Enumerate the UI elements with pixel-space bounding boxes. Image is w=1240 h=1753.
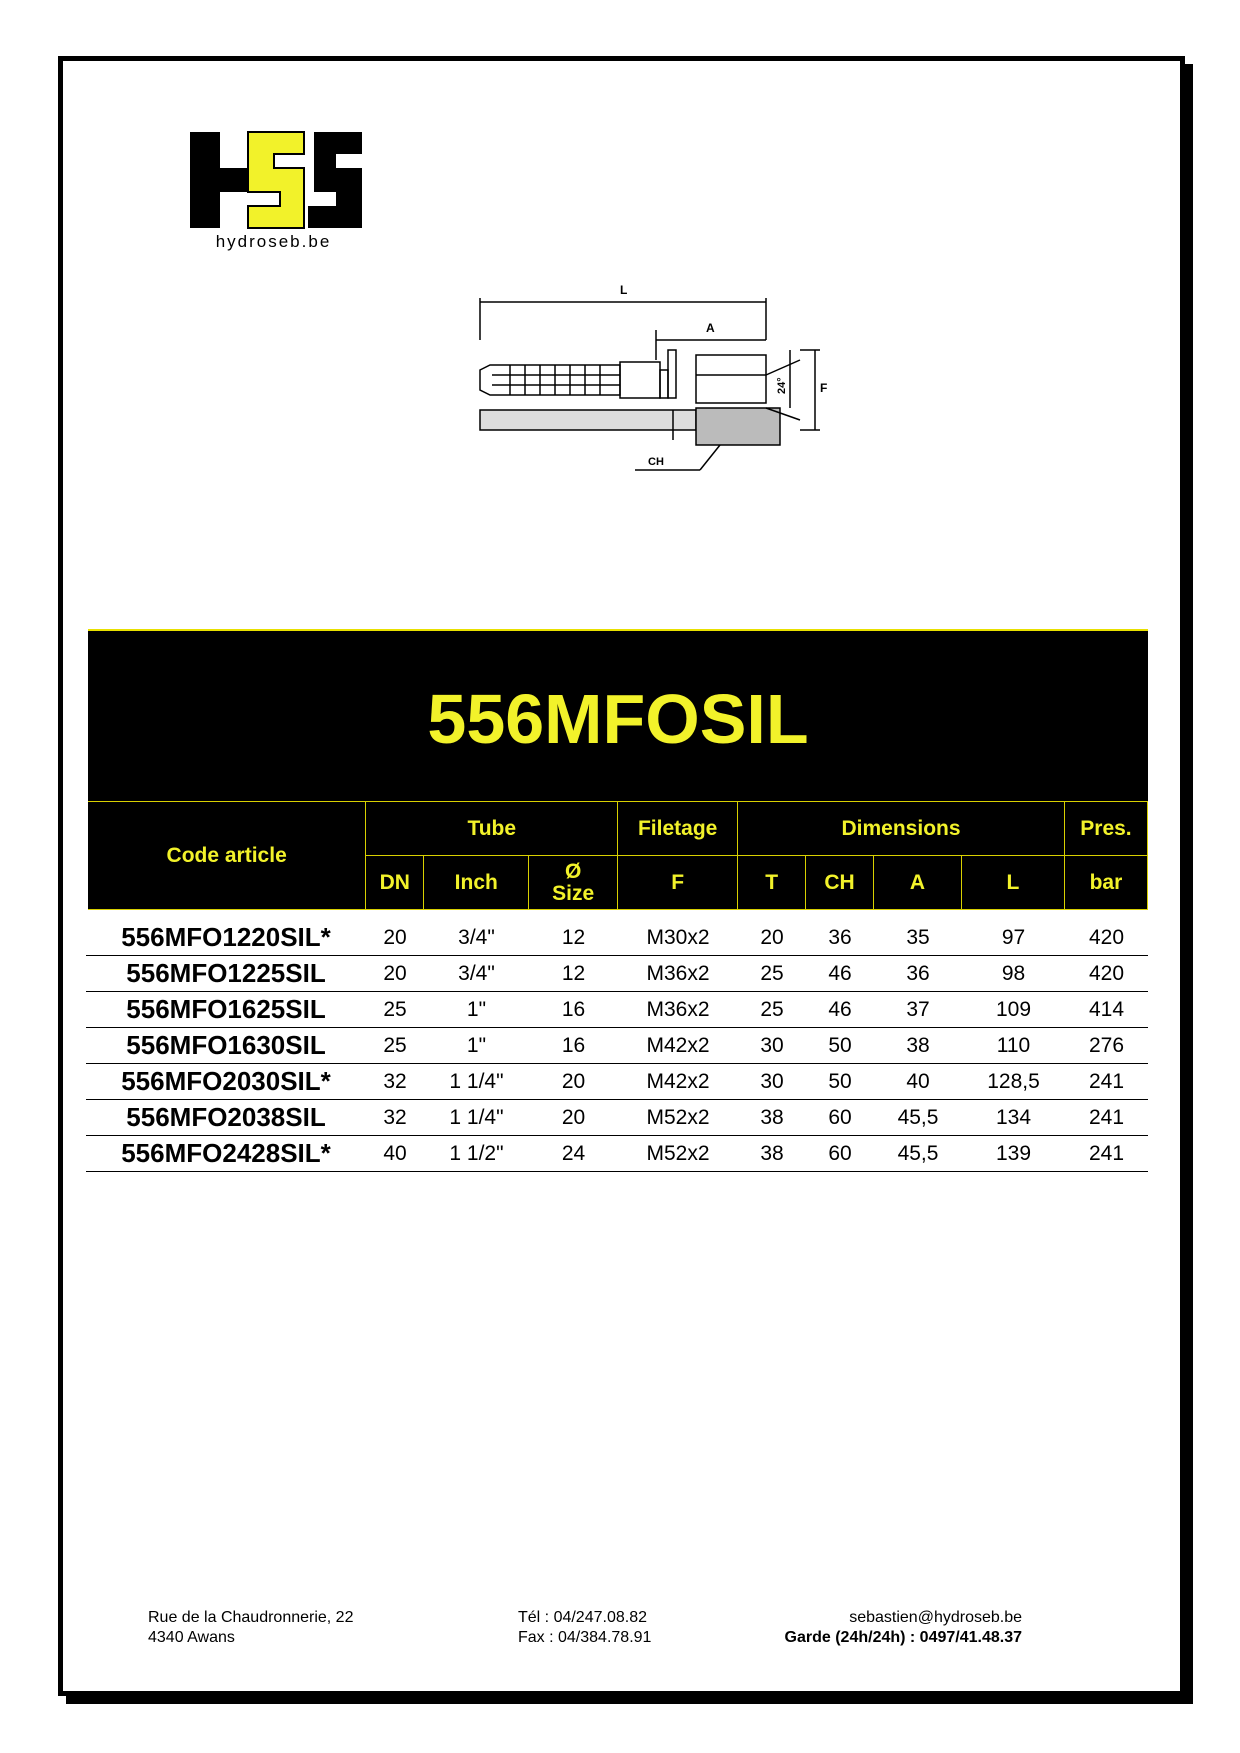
- cell-f: M42x2: [618, 1064, 738, 1100]
- header-bar: bar: [1064, 856, 1147, 910]
- cell-ch: 50: [806, 1028, 874, 1064]
- cell-size: 24: [529, 1136, 618, 1172]
- cell-code: 556MFO2038SIL: [86, 1100, 366, 1136]
- cell-f: M52x2: [618, 1100, 738, 1136]
- header-tube: Tube: [366, 802, 618, 856]
- fitting-technical-drawing: [470, 280, 830, 520]
- cell-bar: 414: [1065, 992, 1148, 1028]
- header-f: F: [618, 856, 738, 910]
- table-row: [86, 1100, 1148, 1136]
- cell-bar: 241: [1065, 1064, 1148, 1100]
- header-code-article: Code article: [88, 802, 366, 910]
- header-l: L: [961, 856, 1064, 910]
- cell-l: 109: [962, 992, 1065, 1028]
- cell-t: 38: [738, 1100, 806, 1136]
- cell-code: 556MFO1630SIL: [86, 1028, 366, 1064]
- cell-inch: 1": [424, 1028, 529, 1064]
- cell-ch: 46: [806, 956, 874, 992]
- cell-f: M30x2: [618, 920, 738, 956]
- header-inch: Inch: [424, 856, 529, 910]
- cell-t: 30: [738, 1064, 806, 1100]
- cell-f: M52x2: [618, 1136, 738, 1172]
- cell-size: 16: [529, 992, 618, 1028]
- cell-a: 45,5: [874, 1100, 962, 1136]
- table-row: [86, 1136, 1148, 1172]
- dim-label-ch: CH: [648, 456, 664, 468]
- cell-size: 20: [529, 1100, 618, 1136]
- table-row: [86, 992, 1148, 1028]
- header-dn: DN: [366, 856, 424, 910]
- dim-label-l: L: [620, 283, 628, 297]
- footer-email[interactable]: sebastien@hydroseb.be: [849, 1609, 1022, 1626]
- table-row: [86, 1064, 1148, 1100]
- cell-inch: 1 1/4": [424, 1064, 529, 1100]
- cell-inch: 1 1/4": [424, 1100, 529, 1136]
- cell-a: 45,5: [874, 1136, 962, 1172]
- cell-ch: 60: [806, 1100, 874, 1136]
- header-t: T: [738, 856, 806, 910]
- footer-address: [148, 1608, 353, 1648]
- dim-label-a: A: [706, 321, 715, 335]
- table-row: [86, 1028, 1148, 1064]
- header-size-symbol: Ø: [565, 859, 582, 883]
- cell-bar: 276: [1065, 1028, 1148, 1064]
- header-pres: Pres.: [1064, 802, 1147, 856]
- cell-a: 38: [874, 1028, 962, 1064]
- cell-a: 35: [874, 920, 962, 956]
- cell-t: 25: [738, 992, 806, 1028]
- cell-inch: 1 1/2": [424, 1136, 529, 1172]
- cell-code: 556MFO2428SIL*: [86, 1136, 366, 1172]
- cell-l: 128,5: [962, 1064, 1065, 1100]
- cell-size: 20: [529, 1064, 618, 1100]
- cell-bar: 420: [1065, 920, 1148, 956]
- cell-a: 37: [874, 992, 962, 1028]
- cell-l: 134: [962, 1100, 1065, 1136]
- table-header: [88, 801, 1148, 910]
- cell-size: 12: [529, 920, 618, 956]
- cell-t: 25: [738, 956, 806, 992]
- cell-inch: 3/4": [424, 956, 529, 992]
- cell-t: 30: [738, 1028, 806, 1064]
- dim-label-f: F: [820, 381, 828, 395]
- header-size: [529, 856, 618, 910]
- table-row: [86, 956, 1148, 992]
- cell-dn: 20: [366, 956, 424, 992]
- cell-dn: 25: [366, 1028, 424, 1064]
- header-size-label: Size: [552, 881, 595, 905]
- footer-contact: [785, 1608, 1022, 1648]
- cell-f: M36x2: [618, 956, 738, 992]
- header-a: A: [874, 856, 962, 910]
- dim-label-angle: 24°: [776, 377, 788, 394]
- cell-bar: 241: [1065, 1136, 1148, 1172]
- cell-ch: 46: [806, 992, 874, 1028]
- footer-fax: Fax : 04/384.78.91: [518, 1629, 652, 1646]
- cell-inch: 3/4": [424, 920, 529, 956]
- cell-code: 556MFO1220SIL*: [86, 920, 366, 956]
- cell-l: 98: [962, 956, 1065, 992]
- cell-f: M42x2: [618, 1028, 738, 1064]
- cell-code: 556MFO1225SIL: [86, 956, 366, 992]
- footer-garde: Garde (24h/24h) : 0497/41.48.37: [784, 1629, 1022, 1646]
- cell-t: 38: [738, 1136, 806, 1172]
- cell-dn: 40: [366, 1136, 424, 1172]
- cell-a: 36: [874, 956, 962, 992]
- footer-tel: Tél : 04/247.08.82: [518, 1609, 647, 1626]
- header-dimensions: Dimensions: [738, 802, 1065, 856]
- product-title: 556MFOSIL: [427, 680, 809, 758]
- product-table: [86, 920, 1148, 1172]
- logo-text: hydroseb.be: [215, 232, 332, 251]
- cell-ch: 50: [806, 1064, 874, 1100]
- cell-l: 97: [962, 920, 1065, 956]
- cell-bar: 420: [1065, 956, 1148, 992]
- cell-bar: 241: [1065, 1100, 1148, 1136]
- cell-l: 110: [962, 1028, 1065, 1064]
- cell-t: 20: [738, 920, 806, 956]
- cell-inch: 1": [424, 992, 529, 1028]
- footer-address-line1: Rue de la Chaudronnerie, 22: [148, 1609, 354, 1626]
- cell-a: 40: [874, 1064, 962, 1100]
- cell-dn: 32: [366, 1100, 424, 1136]
- cell-ch: 36: [806, 920, 874, 956]
- cell-ch: 60: [806, 1136, 874, 1172]
- cell-code: 556MFO2030SIL*: [86, 1064, 366, 1100]
- header-filetage: Filetage: [618, 802, 738, 856]
- cell-size: 16: [529, 1028, 618, 1064]
- cell-l: 139: [962, 1136, 1065, 1172]
- cell-dn: 20: [366, 920, 424, 956]
- title-band: [88, 629, 1148, 803]
- header-ch: CH: [806, 856, 874, 910]
- cell-dn: 25: [366, 992, 424, 1028]
- cell-dn: 32: [366, 1064, 424, 1100]
- table-row: [86, 920, 1148, 956]
- footer-address-line2: 4340 Awans: [148, 1629, 235, 1646]
- footer-phone: [518, 1608, 651, 1648]
- cell-code: 556MFO1625SIL: [86, 992, 366, 1028]
- cell-f: M36x2: [618, 992, 738, 1028]
- cell-size: 12: [529, 956, 618, 992]
